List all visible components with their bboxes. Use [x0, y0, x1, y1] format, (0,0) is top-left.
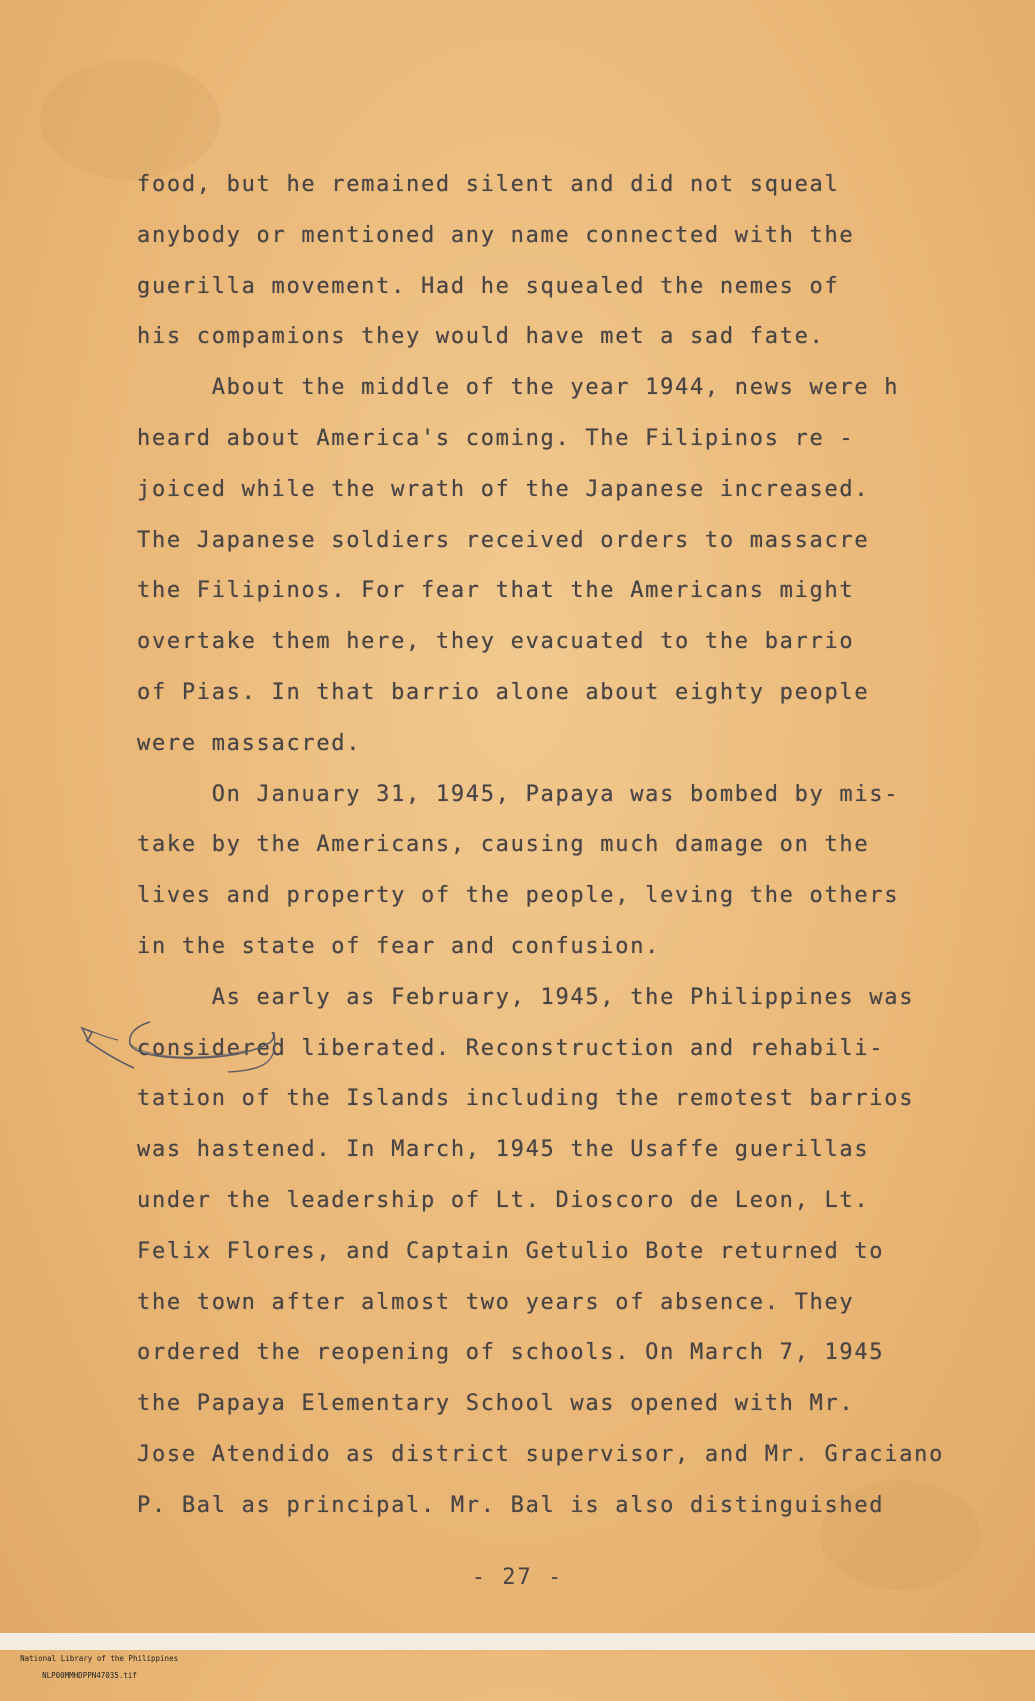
- text-line: the Filipinos. For fear that the Americans might: [137, 578, 855, 604]
- text-line: in the state of fear and confusion.: [137, 933, 661, 959]
- text-line: his compamions they would have met a sad fate.: [137, 324, 825, 350]
- typed-body-text: [137, 160, 997, 1532]
- text-line: anybody or mentioned any name connected with the: [137, 222, 855, 248]
- text-line: the town after almost two years of absence. They: [137, 1289, 855, 1315]
- text-line: Jose Atendido as district supervisor, and Mr. Graciano: [137, 1441, 945, 1467]
- text-line: The Japanese soldiers received orders to massacre: [137, 527, 870, 553]
- archive-file-id: NLP00MMHDPPN47035.tif: [42, 1671, 137, 1680]
- text-line: lives and property of the people, leving the others: [137, 883, 900, 909]
- text-line: overtake them here, they evacuated to the barrio: [137, 629, 855, 655]
- text-line: considered liberated. Reconstruction and rehabili-: [137, 1035, 885, 1061]
- text-line: Felix Flores, and Captain Getulio Bote returned to: [137, 1238, 885, 1264]
- text-line: About the middle of the year 1944, news were h: [137, 375, 900, 401]
- text-line: tation of the Islands including the remotest barrios: [137, 1086, 915, 1112]
- text-line: under the leadership of Lt. Dioscoro de Leon, Lt.: [137, 1187, 870, 1213]
- text-line: joiced while the wrath of the Japanese increased.: [137, 476, 870, 502]
- page-number: - 27 -: [471, 1565, 564, 1590]
- text-line: As early as February, 1945, the Philippines was: [137, 984, 915, 1010]
- text-line: of Pias. In that barrio alone about eighty people: [137, 679, 870, 705]
- text-line: the Papaya Elementary School was opened with Mr.: [137, 1391, 855, 1417]
- text-line: take by the Americans, causing much damage on the: [137, 832, 870, 858]
- text-line: ordered the reopening of schools. On March 7, 1945: [137, 1340, 885, 1366]
- text-line: food, but he remained silent and did not squeal: [137, 172, 840, 197]
- pencil-circle-annotation: [78, 1010, 308, 1085]
- archive-credit-strip: [0, 1633, 1035, 1680]
- text-line: On January 31, 1945, Papaya was bombed by mis-: [137, 781, 900, 807]
- text-line: heard about America's coming. The Filipinos re -: [137, 425, 855, 451]
- text-line: P. Bal as principal. Mr. Bal is also distinguished: [137, 1492, 885, 1518]
- text-line: guerilla movement. Had he squealed the nemes of: [137, 273, 840, 299]
- text-line: were massacred.: [137, 730, 362, 756]
- text-line: was hastened. In March, 1945 the Usaffe guerillas: [137, 1137, 870, 1163]
- archive-credit-text: National Library of the Philippines: [20, 1654, 179, 1663]
